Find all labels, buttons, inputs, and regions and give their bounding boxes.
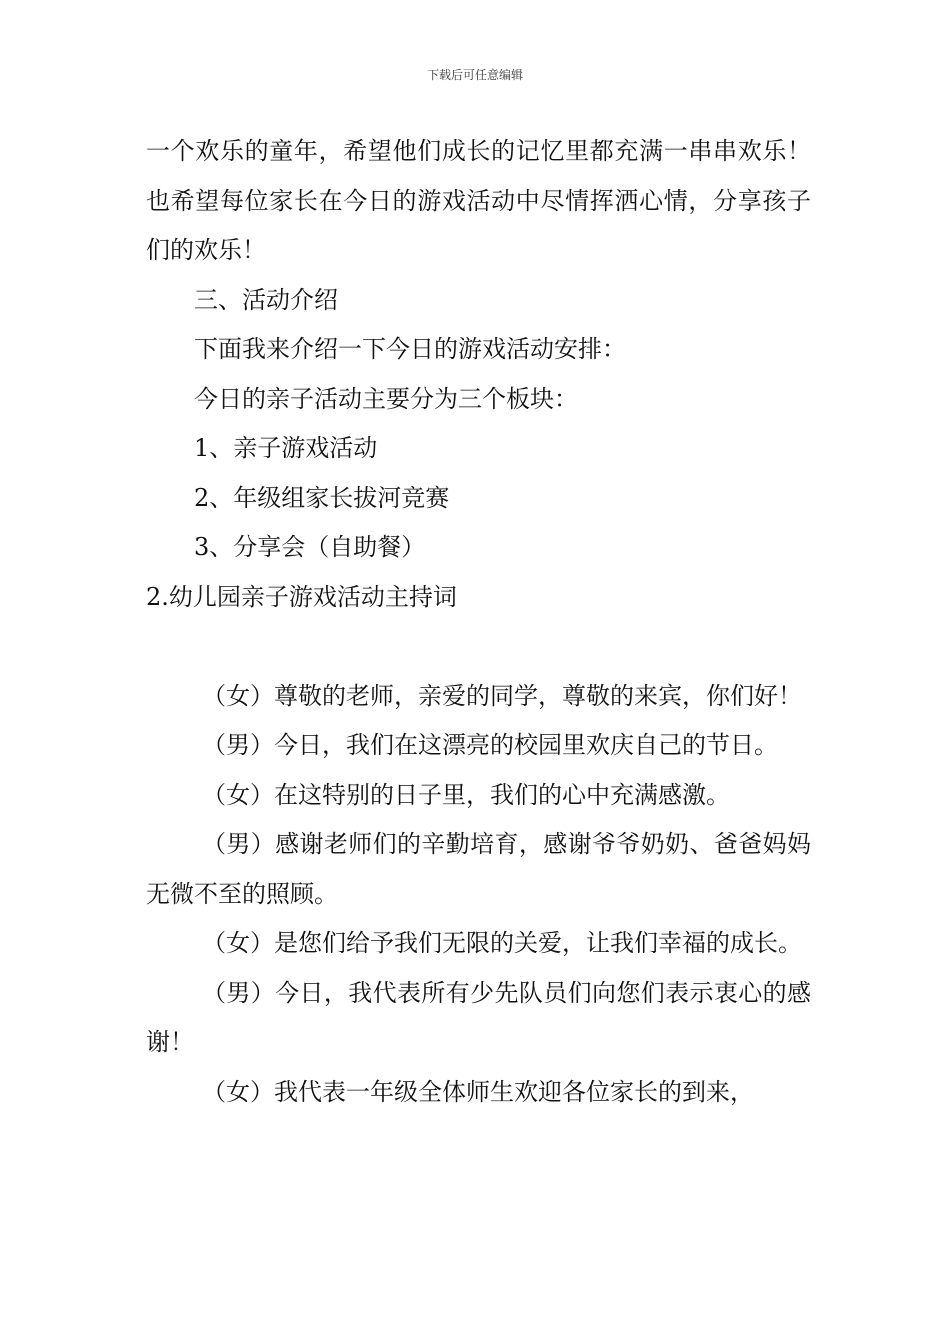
- page-header: 下载后可任意编辑: [426, 68, 523, 82]
- blank-line: [146, 622, 811, 672]
- list-item: 1、亲子游戏活动: [194, 434, 378, 462]
- document-title: 2.幼儿园亲子游戏活动主持词: [146, 582, 457, 611]
- dialogue-line: （男）今日，我代表所有少先队员们向您们表示衷心的感谢！: [146, 978, 811, 1056]
- paragraph: 今日的亲子活动主要分为三个板块：: [194, 384, 578, 413]
- document-body: [146, 127, 811, 1117]
- dialogue-line: （女）是您们给予我们无限的关爱，让我们幸福的成长。: [202, 929, 802, 957]
- list-item: 2、年级组家长拔河竞赛: [194, 483, 450, 512]
- dialogue-line: （男）感谢老师们的辛勤培育，感谢爷爷奶奶、爸爸妈妈无微不至的照顾。: [146, 830, 811, 908]
- dialogue-line: （女）我代表一年级全体师生欢迎各位家长的到来，: [202, 1077, 754, 1106]
- dialogue-line: （男）今日，我们在这漂亮的校园里欢庆自己的节日。: [202, 731, 778, 759]
- list-item: 3、分享会（自助餐）: [194, 533, 426, 561]
- dialogue-line: （女）尊敬的老师，亲爱的同学，尊敬的来宾，你们好！: [202, 681, 802, 710]
- paragraph: 下面我来介绍一下今日的游戏活动安排：: [194, 335, 626, 363]
- dialogue-line: （女）在这特别的日子里，我们的心中充满感激。: [202, 780, 730, 809]
- section-heading: 三、活动介绍: [194, 285, 338, 314]
- paragraph-intro: 一个欢乐的童年，希望他们成长的记忆里都充满一串串欢乐！也希望每位家长在今日的游戏活动中尽情挥洒心情，分享孩子们的欢乐！: [146, 137, 811, 264]
